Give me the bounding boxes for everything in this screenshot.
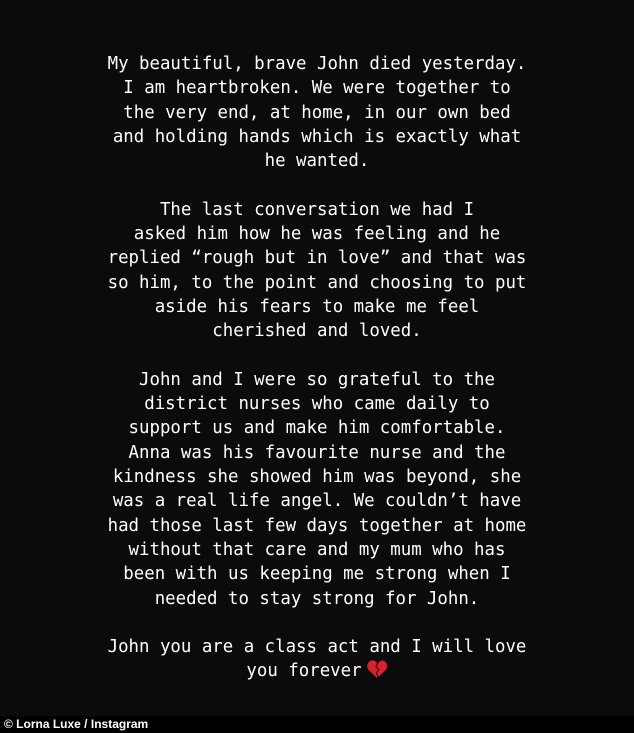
story-line: kindness she showed him was beyond, she [112, 467, 522, 488]
story-line: without that care and my mum who has [128, 539, 506, 560]
story-line: John you are a class act and I will love [107, 637, 527, 658]
story-line: The last conversation we had I [159, 199, 475, 220]
story-line-last [30, 659, 604, 683]
story-line: needed to stay strong for John. [154, 588, 480, 609]
story-text [30, 52, 604, 708]
story-line: he wanted. [264, 151, 370, 172]
photo-credit-bar [0, 716, 634, 733]
story-line: had those last few days together at home [107, 515, 527, 536]
story-line: I am heartbroken. We were together to [123, 78, 511, 99]
story-paragraph-3 [30, 368, 604, 611]
story-paragraph-1 [30, 52, 604, 173]
story-line: district nurses who came daily to [144, 394, 490, 415]
story-paragraph-2 [30, 198, 604, 344]
story-line: the very end, at home, in our own bed [123, 102, 511, 123]
story-line: John and I were so grateful to the [139, 369, 495, 390]
story-line: support us and make him comfortable. [128, 418, 506, 439]
broken-heart-icon [366, 659, 388, 679]
story-line-last-text: you forever [246, 661, 362, 682]
story-line: was a real life angel. We couldn’t have [112, 491, 522, 512]
photo-credit: © Lorna Luxe / Instagram [4, 717, 149, 731]
story-line: so him, to the point and choosing to put [107, 272, 527, 293]
story-line: Anna was his favourite nurse and the [128, 442, 506, 463]
story-line: My beautiful, brave John died yesterday. [107, 54, 527, 74]
story-line: replied “rough but in love” and that was [107, 248, 527, 269]
story-line: aside his fears to make me feel [154, 296, 480, 317]
story-paragraph-4 [30, 635, 604, 684]
story-line: asked him how he was feeling and he [133, 224, 501, 245]
story-line: been with us keeping me strong when I [123, 564, 511, 585]
story-line: and holding hands which is exactly what [112, 126, 522, 147]
story-line: cherished and loved. [212, 321, 422, 342]
